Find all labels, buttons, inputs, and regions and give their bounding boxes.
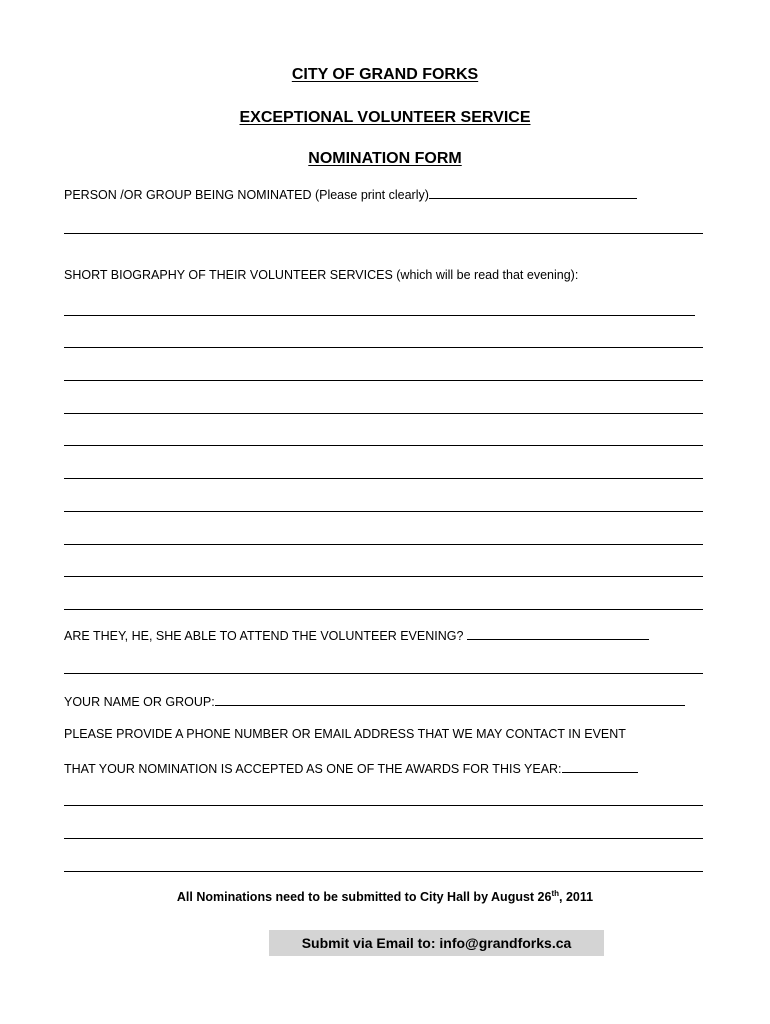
attend-line[interactable] xyxy=(64,673,703,674)
your-name-blank-line[interactable] xyxy=(215,693,685,706)
deadline-sup: th xyxy=(551,889,560,898)
contact-line-1: PLEASE PROVIDE A PHONE NUMBER OR EMAIL ADDRESS THAT WE MAY CONTACT IN EVENT xyxy=(64,727,626,741)
biography-line-10[interactable] xyxy=(64,609,703,610)
form-name: NOMINATION FORM xyxy=(308,150,462,167)
biography-line-5[interactable] xyxy=(64,445,703,446)
contact-row xyxy=(64,760,638,777)
deadline-prefix: All Nominations need to be submitted to City Hall by August 26 xyxy=(176,890,552,905)
attend-label: ARE THEY, HE, SHE ABLE TO ATTEND THE VOLUNTEER EVENING? xyxy=(64,629,464,643)
biography-line-7[interactable] xyxy=(64,511,703,512)
attend-row xyxy=(64,627,649,644)
nominee-label-row xyxy=(64,186,637,203)
biography-line-2[interactable] xyxy=(64,347,703,348)
attend-blank-line[interactable] xyxy=(467,627,649,640)
submit-email-box[interactable]: Submit via Email to: info@grandforks.ca xyxy=(269,930,604,956)
your-name-row xyxy=(64,693,685,710)
contact-line-2: THAT YOUR NOMINATION IS ACCEPTED AS ONE OF THE AWARDS FOR THIS YEAR: xyxy=(64,762,562,776)
your-name-label: YOUR NAME OR GROUP: xyxy=(64,695,215,709)
nominee-label: PERSON /OR GROUP BEING NOMINATED (Please print clearly) xyxy=(64,188,429,202)
contact-line-c[interactable] xyxy=(64,871,703,872)
document-subtitle: EXCEPTIONAL VOLUNTEER SERVICE xyxy=(239,109,531,126)
biography-line-4[interactable] xyxy=(64,413,703,414)
biography-line-6[interactable] xyxy=(64,478,703,479)
nominee-blank-line[interactable] xyxy=(429,186,637,199)
submission-deadline xyxy=(0,889,770,904)
biography-label: SHORT BIOGRAPHY OF THEIR VOLUNTEER SERVICES (which will be read that evening): xyxy=(64,268,579,282)
biography-line-9[interactable] xyxy=(64,576,703,577)
nominee-line[interactable] xyxy=(64,233,703,234)
contact-line-a[interactable] xyxy=(64,805,703,806)
contact-line-b[interactable] xyxy=(64,838,703,839)
contact-blank-line[interactable] xyxy=(562,760,638,773)
biography-line-1[interactable] xyxy=(64,315,695,316)
document-title: CITY OF GRAND FORKS xyxy=(291,66,479,83)
biography-line-8[interactable] xyxy=(64,544,703,545)
biography-line-3[interactable] xyxy=(64,380,703,381)
deadline-suffix: , 2011 xyxy=(559,890,594,905)
